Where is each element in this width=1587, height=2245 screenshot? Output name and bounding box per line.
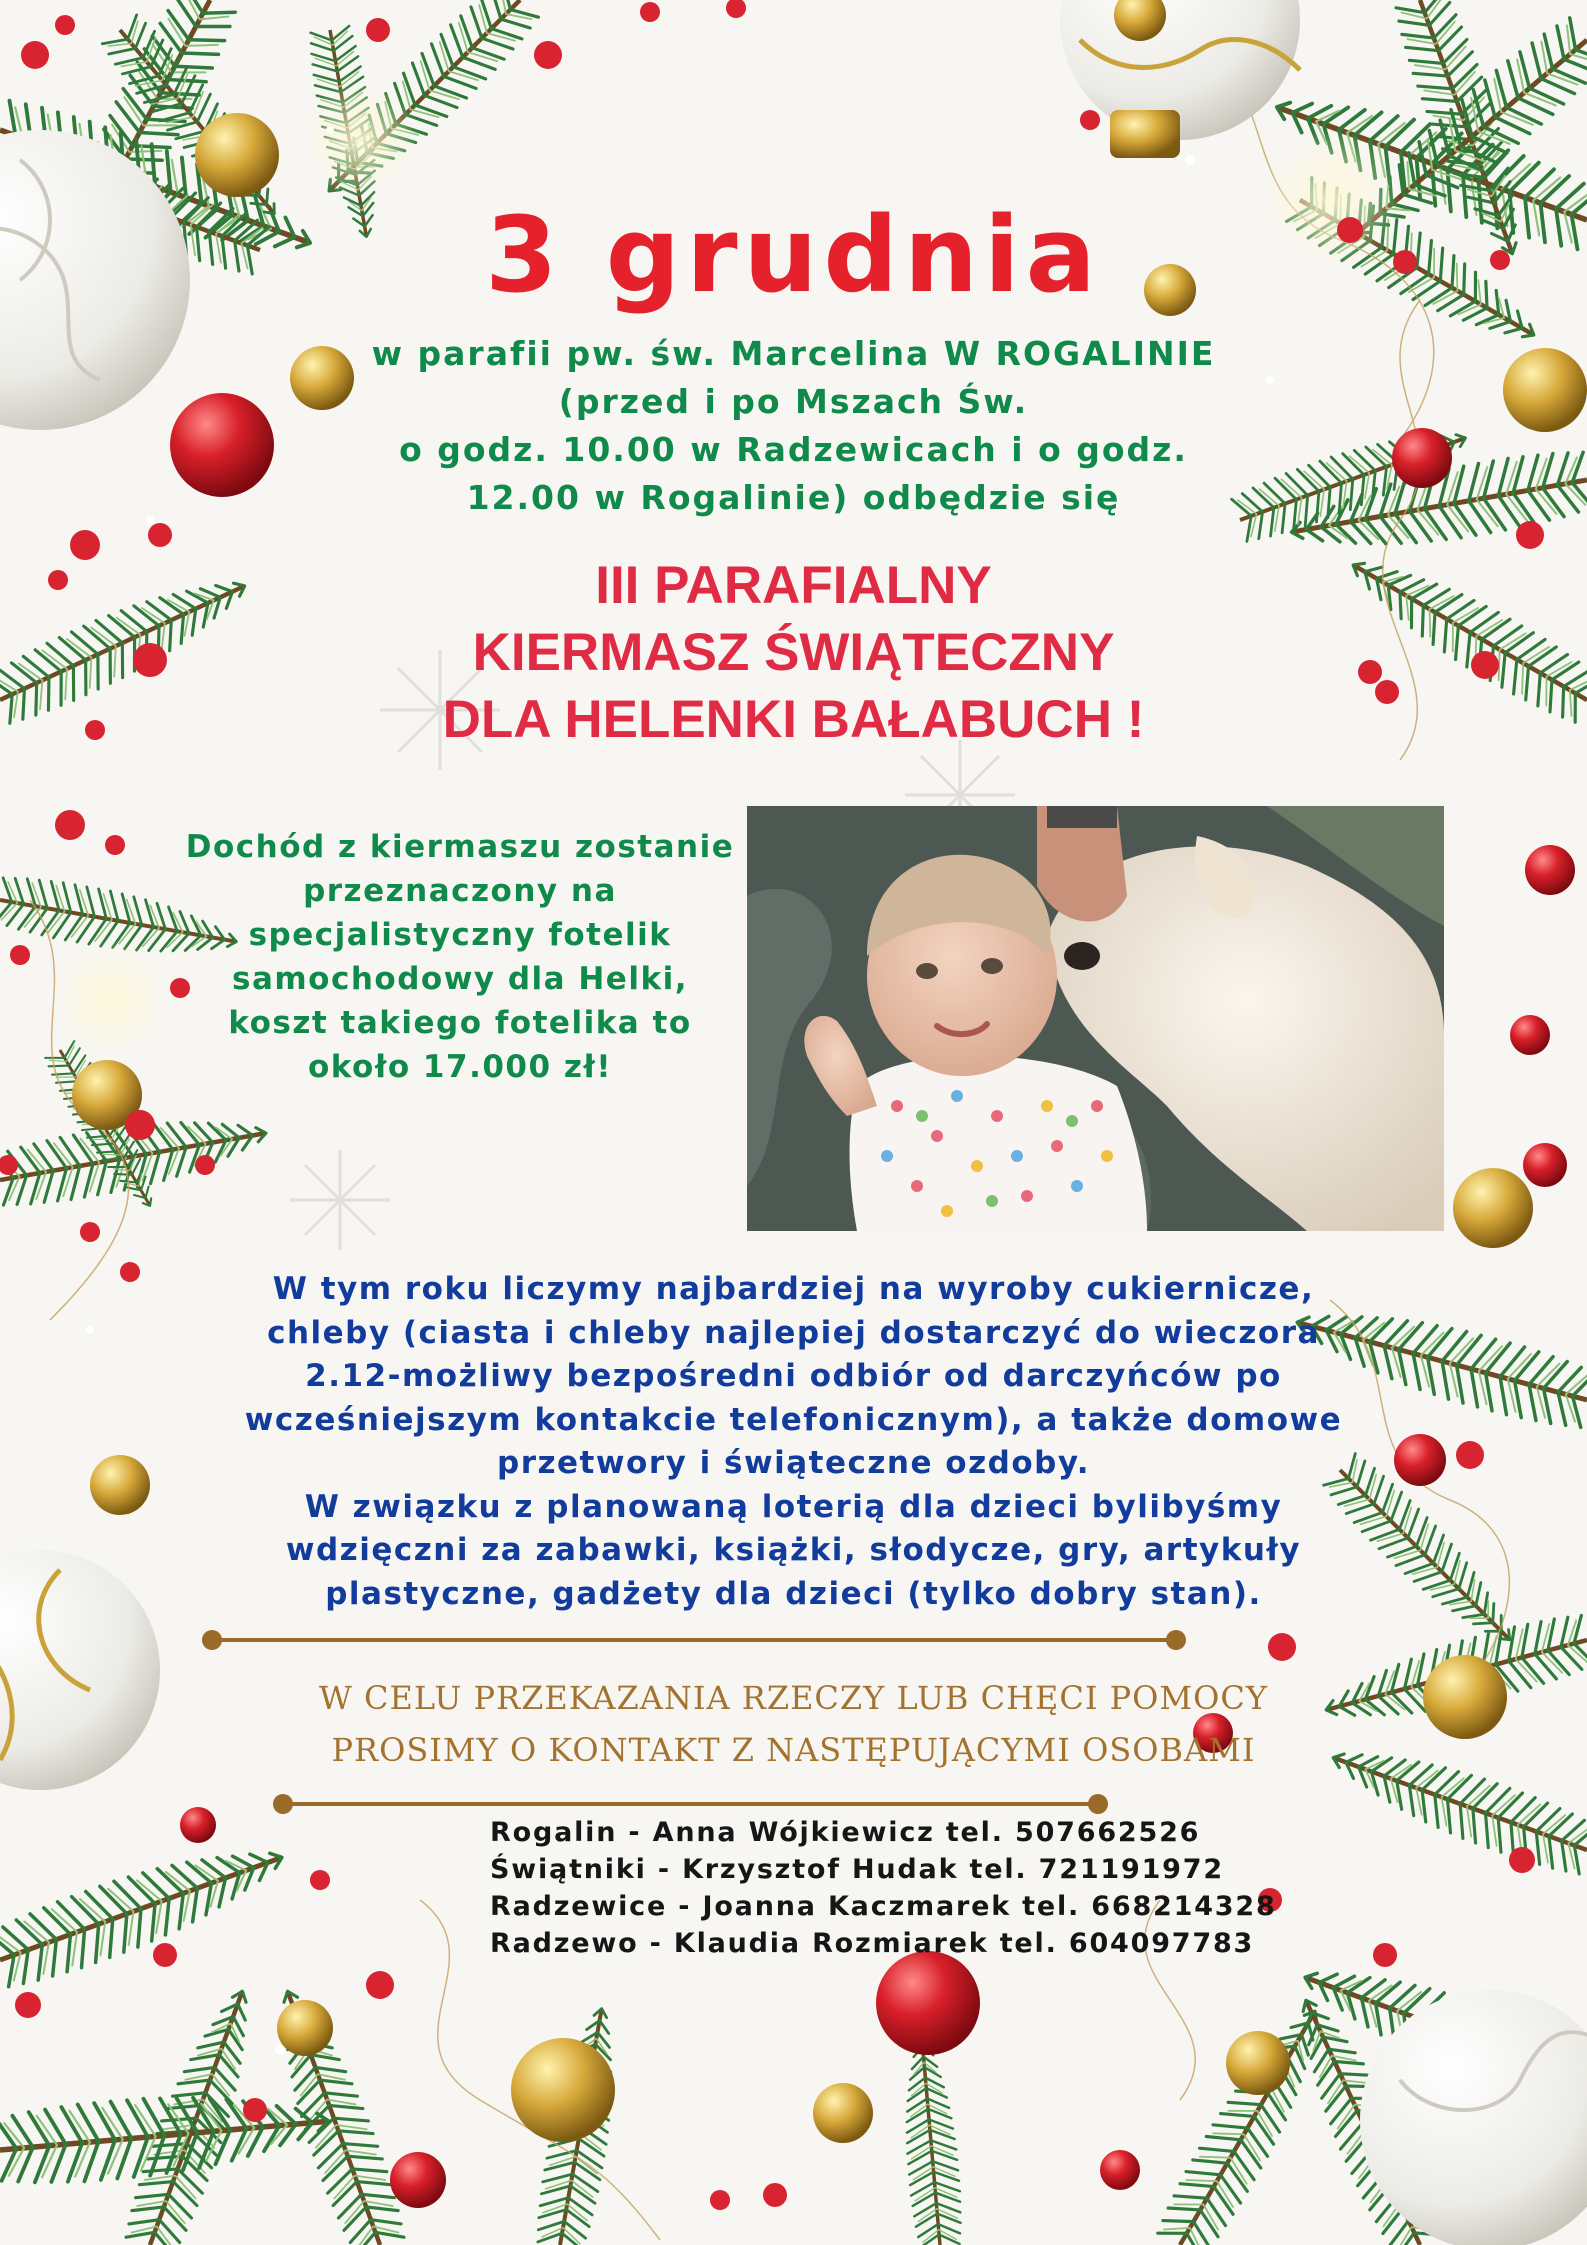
appeal-line: wcześniejszym kontakcie telefonicznym), a także domowe [244,1401,1343,1438]
fair-headline [0,552,1587,753]
purpose-line: koszt takiego fotelika to [228,1005,692,1041]
appeal-line: plastyczne, gadżety dla dzieci (tylko dobry stan). [325,1575,1262,1612]
appeal-line: W związku z planowaną loterią dla dzieci bylibyśmy [304,1488,1283,1525]
appeal-line: chleby (ciasta i chleby najlepiej dostarczyć do wieczora [267,1314,1320,1351]
contact-heading-line: PROSIMY O KONTAKT Z NASTĘPUJĄCYMI OSOBAMI [331,1731,1256,1769]
contact-entry: Świątniki - Krzysztof Hudak tel. 721191972 [490,1854,1224,1885]
headline-line: DLA HELENKI BAŁABUCH ! [442,690,1145,749]
purpose-line: Dochód z kiermaszu zostanie [185,829,735,865]
appeal-line: W tym roku liczymy najbardziej na wyroby cukiernicze, [272,1271,1315,1307]
purpose-line: specjalistyczny fotelik [248,917,672,953]
contact-heading [0,1672,1587,1776]
purpose-line: samochodowy dla Helki, [232,961,688,997]
contact-entry: Radzewo - Klaudia Rozmiarek tel. 604097783 [490,1928,1255,1959]
appeal-line: przetwory i świąteczne ozdoby. [497,1445,1090,1481]
divider-line [212,1638,1176,1642]
fundraising-purpose [180,825,740,1089]
event-intro [0,330,1587,522]
event-date-title: 3 grudnia [485,194,1102,316]
contact-list [490,1814,1277,1962]
child-with-dog-photo [747,806,1444,1231]
appeal-line: 2.12-możliwy bezpośredni odbiór od darczyńców po [305,1358,1282,1394]
contact-entry: Rogalin - Anna Wójkiewicz tel. 507662526 [490,1817,1201,1848]
donation-appeal [0,1268,1587,1616]
appeal-line: wdzięczni za zabawki, książki, słodycze, gry, artykuły [285,1532,1302,1568]
intro-line: (przed i po Mszach Św. [558,382,1029,421]
purpose-line: około 17.000 zł! [307,1049,613,1085]
headline-line: III PARAFIALNY [595,556,992,615]
intro-line: w parafii pw. św. Marcelina W ROGALINIE [371,334,1216,373]
contact-entry: Radzewice - Joanna Kaczmarek tel. 668214328 [490,1891,1277,1922]
divider-line [283,1802,1098,1806]
purpose-line: przeznaczony na [303,873,617,909]
contact-heading-line: W CELU PRZEKAZANIA RZECZY LUB CHĘCI POMOCY [318,1679,1269,1717]
intro-line: 12.00 w Rogalinie) odbędzie się [466,478,1121,517]
headline-line: KIERMASZ ŚWIĄTECZNY [472,623,1115,682]
intro-line: o godz. 10.00 w Radzewicach i o godz. [399,430,1188,469]
